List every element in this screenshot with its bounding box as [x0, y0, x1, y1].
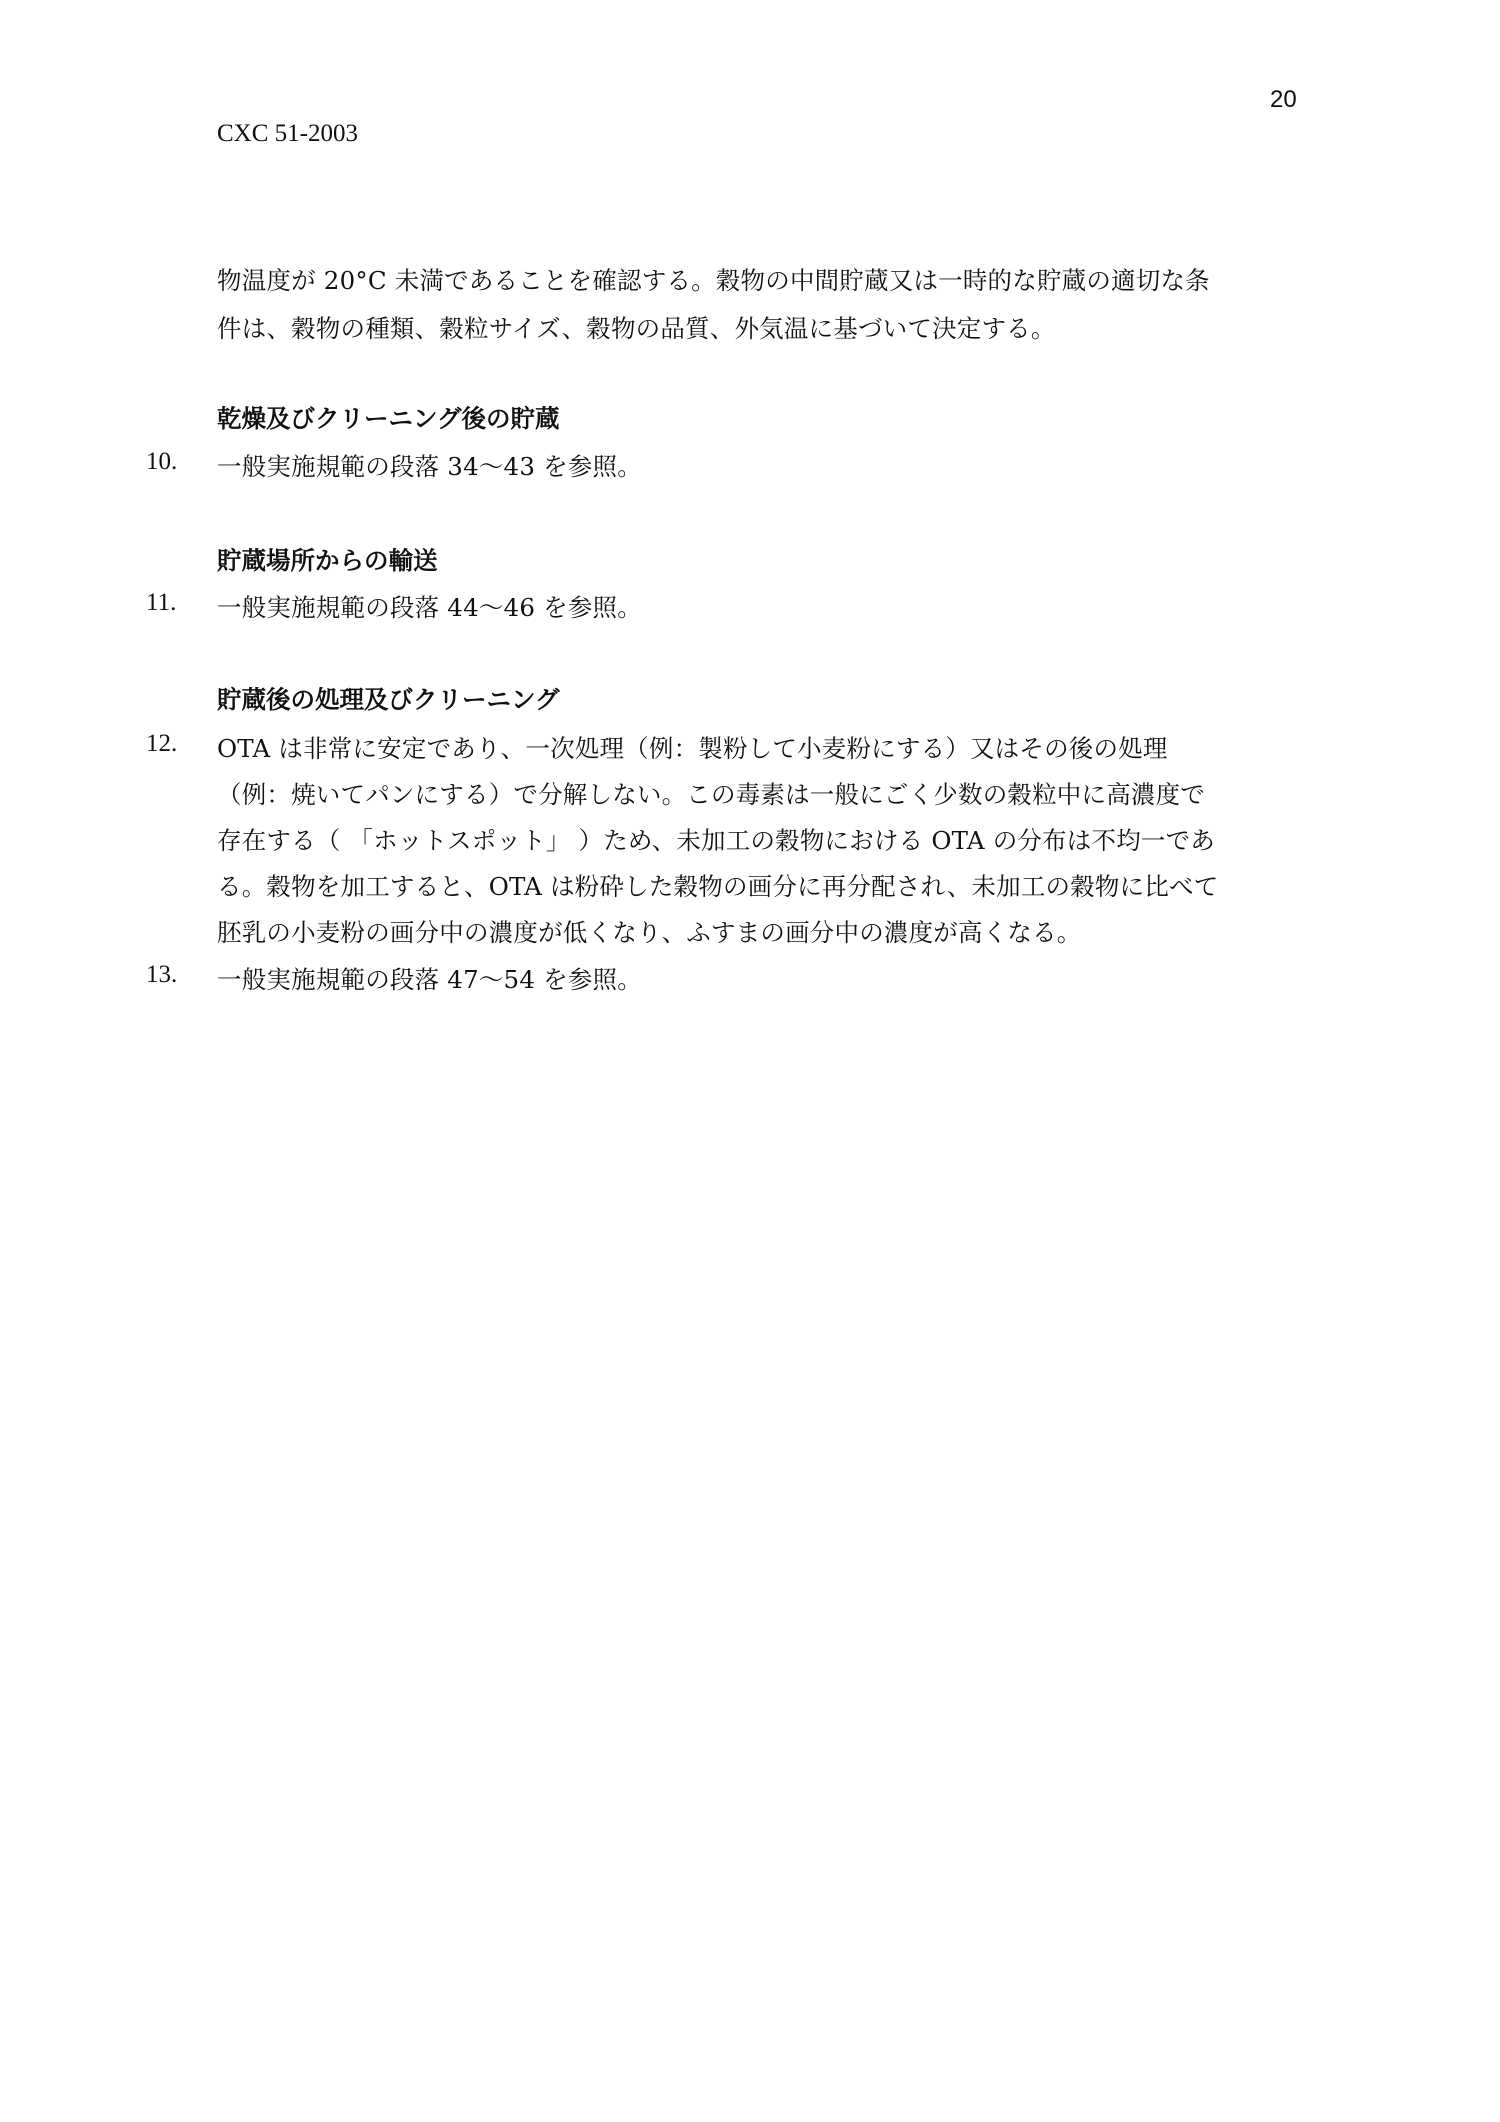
paragraph-line: 胚乳の小麦粉の画分中の濃度が低くなり、ふすまの画分中の濃度が高くなる。: [217, 918, 1082, 947]
paragraph-line: る。穀物を加工すると、OTA は粉砕した穀物の画分に再分配され、未加工の穀物に比べて: [217, 872, 1219, 901]
section-heading: 貯蔵場所からの輸送: [217, 546, 438, 575]
document-id: CXC 51-2003: [217, 120, 358, 147]
paragraph-number: 10.: [146, 448, 178, 475]
intro-line: 件は、穀物の種類、穀粒サイズ、穀物の品質、外気温に基づいて決定する。: [217, 314, 1056, 343]
paragraph-number: 13.: [146, 961, 178, 988]
section-heading: 貯蔵後の処理及びクリーニング: [217, 685, 560, 714]
paragraph-line: 存在する（ 「ホットスポット」 ）ため、未加工の穀物における OTA の分布は不均一であ: [217, 826, 1216, 855]
paragraph-number: 11.: [146, 589, 177, 616]
paragraph-line: 一般実施規範の段落 47～54 を参照。: [217, 965, 642, 994]
paragraph-line: OTA は非常に安定であり、一次処理（例：製粉して小麦粉にする）又はその後の処理: [217, 734, 1168, 763]
section-heading: 乾燥及びクリーニング後の貯蔵: [217, 404, 560, 433]
paragraph-line: （例：焼いてパンにする）で分解しない。この毒素は一般にごく少数の穀粒中に高濃度で: [217, 780, 1205, 809]
paragraph-number: 12.: [146, 730, 178, 757]
intro-line: 物温度が 20°C 未満であることを確認する。穀物の中間貯蔵又は一時的な貯蔵の適切な条: [217, 266, 1210, 295]
paragraph-line: 一般実施規範の段落 34～43 を参照。: [217, 452, 642, 481]
paragraph-line: 一般実施規範の段落 44～46 を参照。: [217, 593, 642, 622]
page-number: 20: [1270, 86, 1297, 113]
